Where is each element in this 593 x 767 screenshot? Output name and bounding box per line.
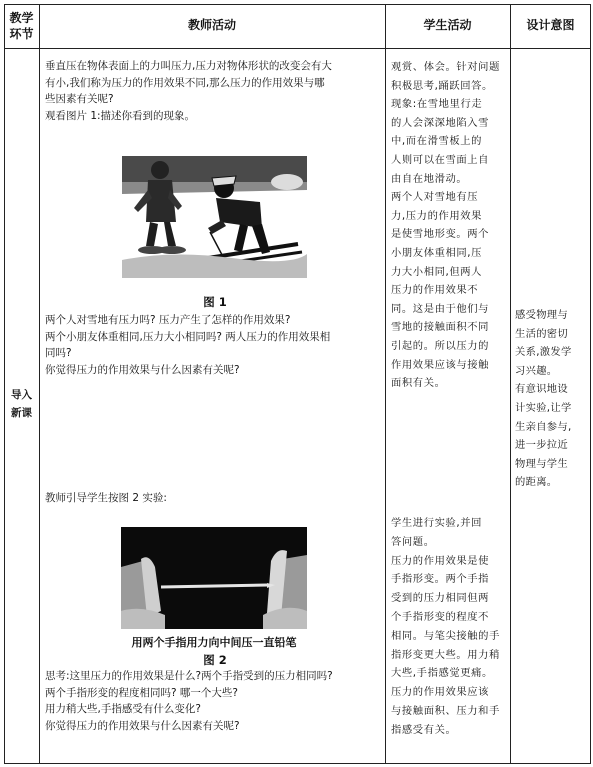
student-line: 小朋友体重相同,压 (391, 246, 483, 259)
student-line: 雪地的接触面积不同 (391, 321, 490, 334)
student-line: 中,而在滑雪板上的 (391, 135, 483, 148)
student-line: 学生进行实验,并回 (391, 517, 483, 529)
intent-line: 习兴趣。 (515, 364, 558, 377)
header-stage-line2: 环节 (9, 27, 34, 41)
figure-2-photo (121, 527, 307, 629)
student-line: 引起的。所以压力的 (391, 339, 490, 352)
teacher-questions-2 (45, 668, 385, 734)
student-line: 力,压力的作用效果 (391, 209, 483, 222)
figure-2-title: 用两个手指用力向中间压一直铅笔 (131, 636, 297, 649)
student-line: 现象:在雪地里行走 (391, 98, 483, 111)
intent-line: 感受物理与 (515, 309, 568, 321)
design-intent-text (515, 306, 590, 492)
figure-1-caption: 图 1 (203, 295, 227, 309)
col-divider-1 (39, 4, 40, 764)
student-line: 手指形变。两个手指 (391, 573, 490, 586)
student-line: 面积有关。 (391, 377, 446, 390)
student-line: 压力的作用效果不 (391, 284, 479, 297)
student-line: 两个人对雪地有压 (391, 191, 479, 204)
header-teacher-activity: 教师活动 (187, 18, 236, 32)
teacher-intro-paragraph (45, 58, 383, 124)
teacher-line: 有小,我们称为压力的作用效果不同,那么压力的作用效果与哪 (45, 76, 325, 89)
intent-line: 进一步拉近 (515, 439, 568, 452)
teacher-line: 同吗? (45, 347, 72, 360)
student-line: 指形变更大些。用力稍 (391, 648, 500, 661)
student-line: 的人会深深地陷入雪 (391, 116, 490, 129)
teacher-questions-1 (45, 312, 383, 378)
intent-line: 物理与学生 (515, 457, 568, 470)
student-line: 相同。与笔尖接触的手 (391, 629, 500, 642)
student-line: 力大小相同,但两人 (391, 265, 483, 278)
student-line: 由自在地滑动。 (391, 172, 468, 185)
student-activity-block-2 (391, 514, 509, 740)
student-line: 压力的作用效果是使 (391, 554, 490, 567)
figure-1-snow-image (112, 150, 317, 278)
student-activity-block-1 (391, 58, 509, 393)
teacher-line: 思考:这里压力的作用效果是什么?两个手指受到的压力相同吗? (45, 670, 333, 682)
teacher-line: 两个手指形变的程度相同吗? 哪一个大些? (45, 686, 238, 699)
teacher-line: 用力稍大些,手指感受有什么变化? (45, 703, 201, 716)
teacher-line: 两个小朋友体重相同,压力大小相同吗? 两人压力的作用效果相 (45, 330, 331, 343)
intent-line: 关系,激发学 (515, 346, 572, 359)
figure-1-illustration (112, 150, 317, 278)
teacher-line: 垂直压在物体表面上的力叫压力,压力对物体形状的改变会有大 (45, 60, 332, 72)
header-student-activity: 学生活动 (423, 18, 472, 32)
teacher-line: 些因素有关呢? (45, 93, 114, 106)
intent-line: 生活的密切 (515, 327, 568, 340)
header-design-intent: 设计意图 (526, 18, 575, 32)
intent-line: 的距离。 (515, 476, 558, 489)
student-line: 作用效果应该与接触 (391, 358, 490, 371)
student-line: 大些,手指感觉更痛。 (391, 667, 493, 680)
header-stage-line1: 教学 (9, 11, 34, 25)
student-line: 答问题。 (391, 535, 435, 548)
teacher-line: 你觉得压力的作用效果与什么因素有关呢? (45, 719, 240, 732)
col-divider-2 (385, 4, 386, 764)
intent-line: 有意识地设 (515, 383, 568, 396)
figure-2-illustration (121, 527, 307, 629)
stage-label-line2: 新课 (11, 407, 32, 419)
intent-line: 计实验,让学 (515, 401, 572, 414)
header-stage (4, 10, 39, 42)
teacher-line: 你觉得压力的作用效果与什么因素有关呢? (45, 363, 240, 376)
student-line: 观赏、体会。针对问题 (391, 61, 500, 73)
teacher-guide-line: 教师引导学生按图 2 实验: (45, 492, 167, 504)
intent-line: 生亲自参与, (515, 420, 572, 433)
stage-label-line1: 导入 (11, 389, 32, 401)
student-line: 同。这是由于他们与 (391, 302, 490, 315)
stage-label (4, 386, 39, 422)
student-line: 是使雪地形变。两个 (391, 228, 490, 241)
student-line: 压力的作用效果应该 (391, 686, 490, 699)
figure-2-caption: 图 2 (203, 653, 227, 667)
col-divider-3 (510, 4, 511, 764)
student-line: 个手指形变的程度不 (391, 610, 490, 623)
student-line: 指感受有关。 (391, 723, 457, 736)
student-line: 受到的压力相同但两 (391, 592, 490, 605)
student-line: 人则可以在雪面上自 (391, 153, 490, 166)
teacher-line: 观看图片 1:描述你看到的现象。 (45, 109, 196, 122)
teacher-line: 两个人对雪地有压力吗? 压力产生了怎样的作用效果? (45, 314, 291, 326)
header-divider (4, 48, 591, 49)
student-line: 积极思考,踊跃回答。 (391, 79, 493, 92)
student-line: 与接触面积、压力和手 (391, 704, 500, 717)
